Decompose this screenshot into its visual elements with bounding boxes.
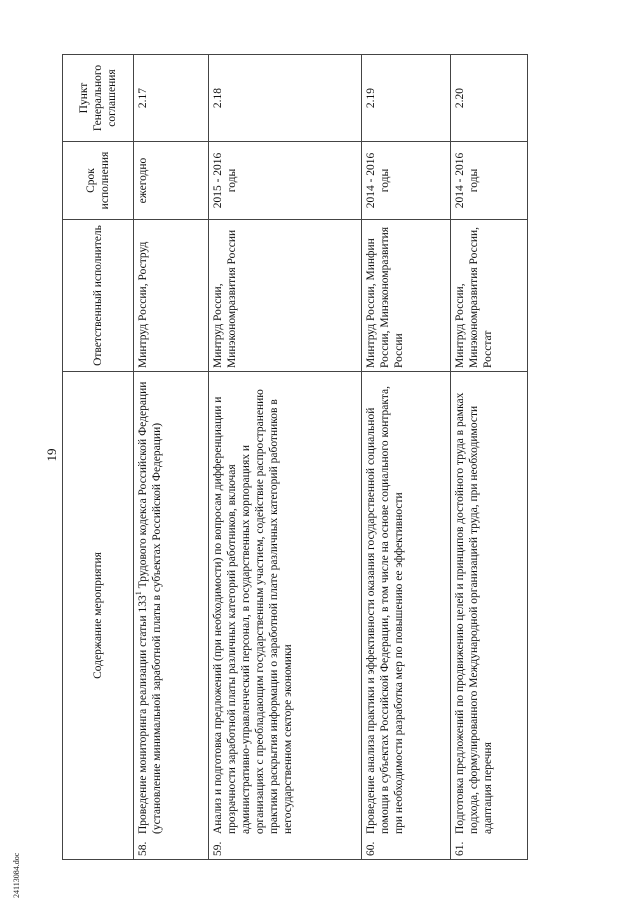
cell-clause: 2.18 xyxy=(209,55,362,142)
table-row xyxy=(209,55,362,860)
cell-clause: 2.17 xyxy=(134,55,209,142)
table-row xyxy=(362,55,451,860)
cell-term: 2014 - 2016 годы xyxy=(451,142,528,220)
content-text: Анализ и подготовка предложений (при необходимости) по вопросам дифференциации и прозрачности заработной платы различных категорий работников, включая административно-управленческий персонал, в государственных корпорациях и организациях с преобладающим государственным участием, содействие распространению практики раскрытия информации о заработной плате различных категорий работников в негосударственном секторе экономики xyxy=(212,389,294,834)
row-number: 58. xyxy=(137,841,149,856)
cell-content xyxy=(362,372,451,860)
table-row xyxy=(451,55,528,860)
cell-content xyxy=(451,372,528,860)
cell-clause: 2.20 xyxy=(451,55,528,142)
cell-term: ежегодно xyxy=(134,142,209,220)
content-part: Проведение мониторинга реализации статьи 133 xyxy=(137,595,149,834)
row-number: 60. xyxy=(365,841,377,856)
table-row xyxy=(134,55,209,860)
header-executor: Ответственный исполнитель xyxy=(63,220,134,372)
cell-term: 2014 - 2016 годы xyxy=(362,142,451,220)
measures-table xyxy=(62,54,528,860)
header-clause: Пункт Генерального соглашения xyxy=(63,55,134,142)
content-text: Подготовка предложений по продвижению целей и принципов достойного труда в рамках подхода, сформулированного Международной организацией труда, при необходимости адаптация перечня xyxy=(454,392,494,834)
cell-content xyxy=(209,372,362,860)
table-header-row xyxy=(63,55,134,860)
content-text: Проведение анализа практики и эффективности оказания государственной социальной помощи в субъектах Российской Федерации, в том числе на основе социального контракта, при необходимости разработка мер по повышению ее эффективности xyxy=(365,386,405,834)
header-term: Срок исполнения xyxy=(63,142,134,220)
header-content: Содержание мероприятия xyxy=(63,372,134,860)
superscript: 1 xyxy=(134,591,144,596)
content-text xyxy=(136,379,164,834)
content-part: Трудового кодекса Российской Федерации (установление минимальной заработной платы в субъектах Российской Федерации) xyxy=(137,381,163,834)
row-number: 61. xyxy=(454,841,466,856)
cell-executor: Минтруд России, Минэкономразвития России xyxy=(209,220,362,372)
row-number: 59. xyxy=(212,841,224,856)
rotated-page xyxy=(40,50,620,860)
cell-term: 2015 - 2016 годы xyxy=(209,142,362,220)
cell-content xyxy=(134,372,209,860)
cell-executor: Минтруд России, Минэкономразвития России, Росстат xyxy=(451,220,528,372)
cell-executor: Минтруд России, Роструд xyxy=(134,220,209,372)
cell-clause: 2.19 xyxy=(362,55,451,142)
cell-executor: Минтруд России, Минфин России, Минэкономразвития России xyxy=(362,220,451,372)
page-number: 19 xyxy=(44,448,59,462)
document-id: 24113084.doc xyxy=(12,852,21,898)
